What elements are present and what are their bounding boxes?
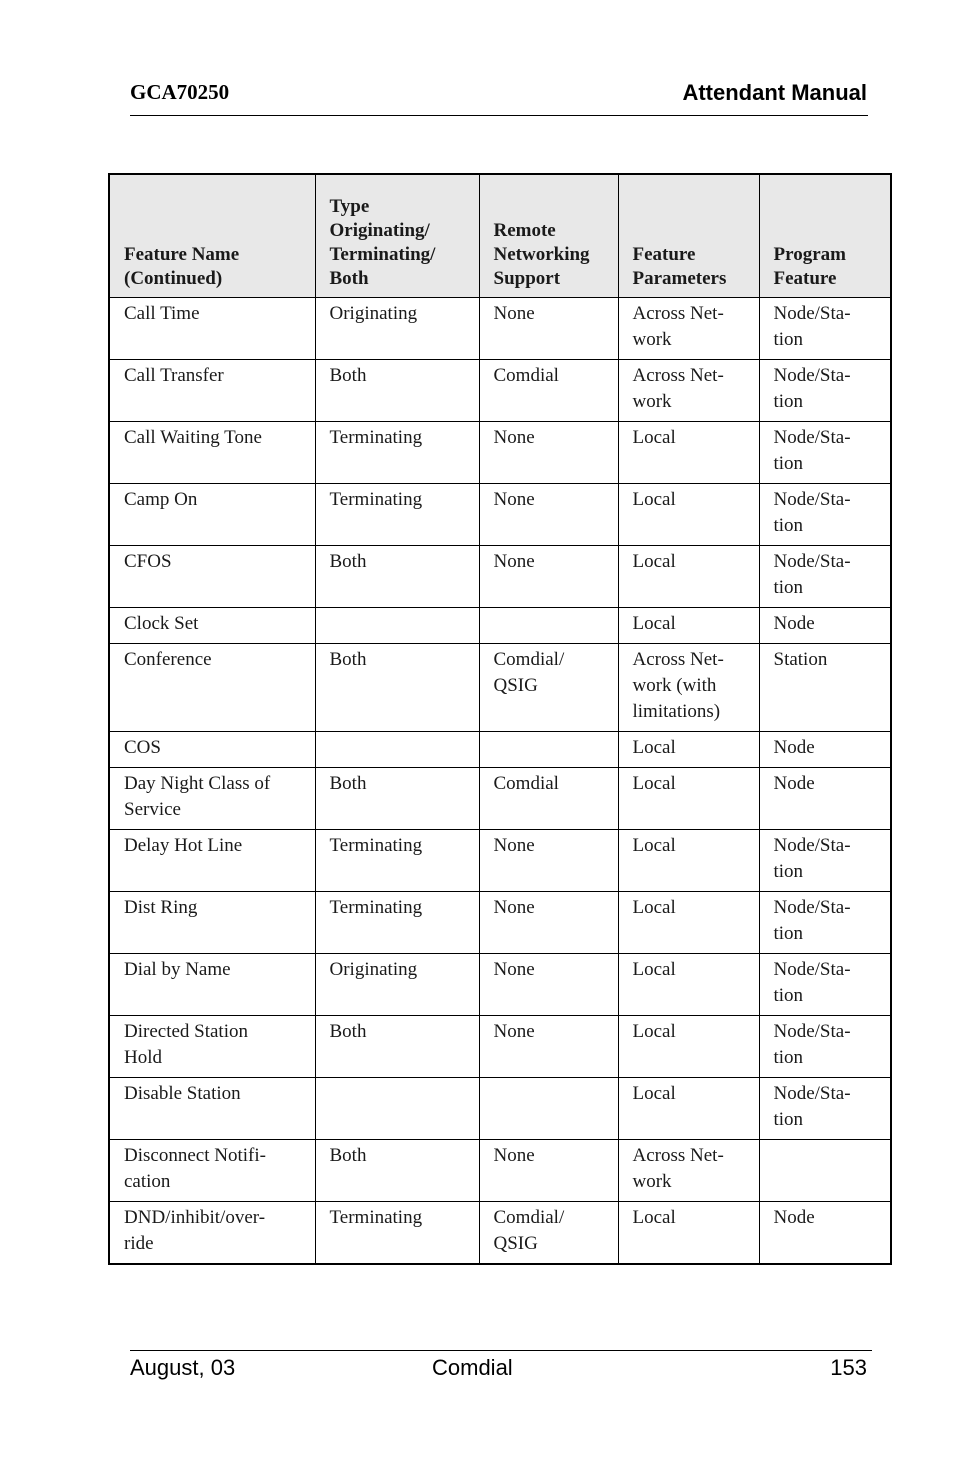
cell-feature-name <box>109 1202 315 1265</box>
cell-text-line: Day Night Class of <box>124 773 271 794</box>
footer-company: Comdial <box>432 1355 513 1380</box>
cell-remote-networking-support <box>479 422 618 484</box>
cell-text-line: tion <box>773 1047 804 1068</box>
cell-text-line: Node <box>773 1207 815 1228</box>
cell-remote-networking-support <box>479 732 618 768</box>
cell-text-line: COS <box>124 737 161 758</box>
cell-text-line: work <box>632 329 672 350</box>
cell-text-line: None <box>493 303 535 324</box>
cell-text-line: QSIG <box>493 1233 538 1254</box>
cell-type <box>315 954 479 1016</box>
cell-text-line: QSIG <box>493 675 538 696</box>
cell-text-line: Type <box>329 196 370 217</box>
cell-remote-networking-support <box>479 768 618 830</box>
cell-type <box>315 644 479 732</box>
cell-text-line: Station <box>773 649 828 670</box>
cell-text-line: Node/Sta- <box>773 489 851 510</box>
cell-text-line: Node/Sta- <box>773 365 851 386</box>
cell-text-line: CFOS <box>124 551 172 572</box>
cell-text-line: None <box>493 1021 535 1042</box>
column-header-remote-networking-support <box>479 174 618 298</box>
cell-text-line: tion <box>773 329 804 350</box>
cell-text-line: Networking <box>493 244 590 265</box>
cell-text-line: None <box>493 835 535 856</box>
cell-text-line: Comdial/ <box>493 649 565 670</box>
cell-program-feature <box>759 546 891 608</box>
cell-program-feature <box>759 732 891 768</box>
cell-text-line: ride <box>124 1233 154 1254</box>
cell-text-line: Directed Station <box>124 1021 248 1042</box>
cell-text-line: Comdial/ <box>493 1207 565 1228</box>
cell-text-line: Call Transfer <box>124 365 224 386</box>
cell-text-line: Dial by Name <box>124 959 231 980</box>
cell-text-line: Comdial <box>493 365 559 386</box>
table-row <box>109 1140 891 1202</box>
cell-text-line: Remote <box>493 220 556 241</box>
table-row <box>109 732 891 768</box>
cell-feature-parameters <box>618 732 759 768</box>
cell-feature-parameters <box>618 954 759 1016</box>
cell-type <box>315 892 479 954</box>
cell-text-line: Local <box>632 551 676 572</box>
cell-feature-parameters <box>618 298 759 360</box>
cell-text-line: tion <box>773 923 804 944</box>
cell-text-line: Local <box>632 1021 676 1042</box>
cell-text-line: Local <box>632 1083 676 1104</box>
cell-remote-networking-support <box>479 608 618 644</box>
cell-text-line: Both <box>329 773 367 794</box>
cell-type <box>315 608 479 644</box>
cell-text-line: DND/inhibit/over- <box>124 1207 266 1228</box>
cell-text-line: None <box>493 897 535 918</box>
cell-feature-parameters <box>618 830 759 892</box>
cell-program-feature <box>759 422 891 484</box>
cell-type <box>315 1140 479 1202</box>
cell-remote-networking-support <box>479 644 618 732</box>
cell-remote-networking-support <box>479 830 618 892</box>
cell-text-line: None <box>493 427 535 448</box>
cell-program-feature <box>759 1202 891 1265</box>
cell-remote-networking-support <box>479 360 618 422</box>
cell-text-line: Service <box>124 799 181 820</box>
cell-text-line: cation <box>124 1171 171 1192</box>
cell-text-line: Across Net- <box>632 303 724 324</box>
cell-text-line: work <box>632 1171 672 1192</box>
cell-feature-name <box>109 768 315 830</box>
table-row <box>109 360 891 422</box>
cell-feature-name <box>109 644 315 732</box>
column-header-feature-name <box>109 174 315 298</box>
cell-text-line: Terminating <box>329 897 423 918</box>
cell-text-line: Node/Sta- <box>773 959 851 980</box>
cell-remote-networking-support <box>479 484 618 546</box>
cell-type <box>315 1016 479 1078</box>
cell-text-line: (Continued) <box>124 268 223 289</box>
page-number: 153 <box>830 1355 867 1380</box>
cell-text-line: work <box>632 391 672 412</box>
cell-feature-parameters <box>618 360 759 422</box>
cell-feature-parameters <box>618 484 759 546</box>
column-header-feature-parameters <box>618 174 759 298</box>
cell-text-line: Terminating <box>329 1207 423 1228</box>
cell-feature-parameters <box>618 644 759 732</box>
cell-text-line: Parameters <box>632 268 727 289</box>
cell-feature-parameters <box>618 1078 759 1140</box>
cell-text-line: Across Net- <box>632 649 724 670</box>
cell-type <box>315 422 479 484</box>
cell-text-line: Node <box>773 773 815 794</box>
table-row <box>109 546 891 608</box>
cell-remote-networking-support <box>479 298 618 360</box>
cell-feature-parameters <box>618 422 759 484</box>
footer-date: August, 03 <box>130 1355 236 1380</box>
cell-text-line: None <box>493 1145 535 1166</box>
cell-feature-parameters <box>618 546 759 608</box>
header-rule <box>130 115 868 116</box>
table-row <box>109 892 891 954</box>
table-row <box>109 484 891 546</box>
cell-text-line: Clock Set <box>124 613 199 634</box>
cell-feature-name <box>109 732 315 768</box>
table-row <box>109 298 891 360</box>
feature-table <box>108 173 892 1265</box>
cell-text-line: Disable Station <box>124 1083 241 1104</box>
cell-remote-networking-support <box>479 892 618 954</box>
cell-feature-name <box>109 830 315 892</box>
table-row <box>109 954 891 1016</box>
cell-text-line: Conference <box>124 649 212 670</box>
cell-remote-networking-support <box>479 1140 618 1202</box>
cell-text-line: tion <box>773 985 804 1006</box>
cell-text-line: Node/Sta- <box>773 1083 851 1104</box>
cell-program-feature <box>759 1016 891 1078</box>
cell-text-line: Comdial <box>493 773 559 794</box>
cell-text-line: Terminating <box>329 427 423 448</box>
table-row <box>109 422 891 484</box>
cell-text-line: Local <box>632 835 676 856</box>
cell-remote-networking-support <box>479 1078 618 1140</box>
cell-text-line: Node <box>773 613 815 634</box>
cell-text-line: Call Waiting Tone <box>124 427 262 448</box>
cell-text-line: Both <box>329 365 367 386</box>
cell-program-feature <box>759 830 891 892</box>
table-row <box>109 1202 891 1265</box>
cell-feature-parameters <box>618 608 759 644</box>
cell-text-line: tion <box>773 861 804 882</box>
cell-text-line: Call Time <box>124 303 200 324</box>
cell-type <box>315 298 479 360</box>
table-row <box>109 1078 891 1140</box>
table-row <box>109 644 891 732</box>
cell-feature-name <box>109 954 315 1016</box>
cell-text-line: Node/Sta- <box>773 835 851 856</box>
cell-program-feature <box>759 360 891 422</box>
cell-text-line: Terminating/ <box>329 244 436 265</box>
cell-text-line: None <box>493 551 535 572</box>
cell-text-line: Local <box>632 897 676 918</box>
cell-text-line: tion <box>773 515 804 536</box>
cell-feature-name <box>109 422 315 484</box>
document-code: GCA70250 <box>130 80 230 104</box>
cell-feature-name <box>109 546 315 608</box>
cell-type <box>315 830 479 892</box>
cell-text-line: Both <box>329 1021 367 1042</box>
cell-text-line: Local <box>632 737 676 758</box>
cell-text-line: Local <box>632 489 676 510</box>
cell-text-line: Both <box>329 551 367 572</box>
cell-text-line: Node/Sta- <box>773 303 851 324</box>
cell-feature-name <box>109 1140 315 1202</box>
cell-feature-parameters <box>618 768 759 830</box>
cell-program-feature <box>759 484 891 546</box>
cell-text-line: Local <box>632 427 676 448</box>
cell-text-line: Local <box>632 613 676 634</box>
cell-program-feature <box>759 954 891 1016</box>
cell-text-line: Local <box>632 773 676 794</box>
cell-feature-parameters <box>618 1140 759 1202</box>
cell-remote-networking-support <box>479 954 618 1016</box>
cell-text-line: Local <box>632 1207 676 1228</box>
cell-text-line: Both <box>329 649 367 670</box>
cell-type <box>315 768 479 830</box>
cell-text-line: Across Net- <box>632 1145 724 1166</box>
cell-feature-name <box>109 1078 315 1140</box>
cell-text-line: tion <box>773 1109 804 1130</box>
cell-text-line: tion <box>773 453 804 474</box>
column-header-type <box>315 174 479 298</box>
table-row <box>109 768 891 830</box>
cell-text-line: Node <box>773 737 815 758</box>
cell-text-line: Originating <box>329 959 418 980</box>
cell-text-line: Node/Sta- <box>773 897 851 918</box>
cell-text-line: Hold <box>124 1047 162 1068</box>
cell-type <box>315 1078 479 1140</box>
cell-text-line: Across Net- <box>632 365 724 386</box>
cell-text-line: Local <box>632 959 676 980</box>
cell-text-line: Node/Sta- <box>773 1021 851 1042</box>
cell-type <box>315 732 479 768</box>
cell-text-line: Support <box>493 268 561 289</box>
cell-feature-name <box>109 608 315 644</box>
cell-feature-name <box>109 360 315 422</box>
cell-text-line: Originating/ <box>329 220 430 241</box>
cell-text-line: limitations) <box>632 701 721 722</box>
footer-rule <box>130 1350 872 1351</box>
cell-program-feature <box>759 1078 891 1140</box>
cell-remote-networking-support <box>479 1202 618 1265</box>
table-row <box>109 830 891 892</box>
cell-program-feature <box>759 768 891 830</box>
cell-type <box>315 1202 479 1265</box>
cell-text-line: Delay Hot Line <box>124 835 243 856</box>
cell-text-line: tion <box>773 391 804 412</box>
cell-text-line: Disconnect Notifi- <box>124 1145 266 1166</box>
cell-program-feature <box>759 644 891 732</box>
table-header-row <box>109 174 891 298</box>
cell-feature-parameters <box>618 892 759 954</box>
cell-feature-name <box>109 298 315 360</box>
cell-program-feature <box>759 298 891 360</box>
cell-program-feature <box>759 1140 891 1202</box>
table-row <box>109 608 891 644</box>
cell-text-line: Node/Sta- <box>773 427 851 448</box>
cell-text-line: None <box>493 489 535 510</box>
cell-text-line: tion <box>773 577 804 598</box>
cell-text-line: Originating <box>329 303 418 324</box>
column-header-program-feature <box>759 174 891 298</box>
cell-feature-name <box>109 1016 315 1078</box>
cell-text-line: None <box>493 959 535 980</box>
cell-feature-parameters <box>618 1202 759 1265</box>
cell-text-line: Terminating <box>329 835 423 856</box>
table-row <box>109 1016 891 1078</box>
cell-text-line: Program <box>773 244 846 265</box>
cell-type <box>315 484 479 546</box>
cell-text-line: Terminating <box>329 489 423 510</box>
cell-text-line: Both <box>329 268 369 289</box>
cell-program-feature <box>759 892 891 954</box>
cell-remote-networking-support <box>479 546 618 608</box>
cell-text-line: work (with <box>632 675 717 696</box>
cell-feature-name <box>109 892 315 954</box>
cell-remote-networking-support <box>479 1016 618 1078</box>
cell-type <box>315 546 479 608</box>
cell-feature-parameters <box>618 1016 759 1078</box>
table-body <box>109 298 891 1265</box>
cell-text-line: Dist Ring <box>124 897 198 918</box>
document-title: Attendant Manual <box>682 80 867 105</box>
cell-text-line: Feature Name <box>124 244 240 265</box>
cell-feature-name <box>109 484 315 546</box>
cell-text-line: Feature <box>773 268 837 289</box>
cell-text-line: Both <box>329 1145 367 1166</box>
cell-type <box>315 360 479 422</box>
cell-text-line: Camp On <box>124 489 198 510</box>
cell-text-line: Feature <box>632 244 696 265</box>
cell-program-feature <box>759 608 891 644</box>
cell-text-line: Node/Sta- <box>773 551 851 572</box>
